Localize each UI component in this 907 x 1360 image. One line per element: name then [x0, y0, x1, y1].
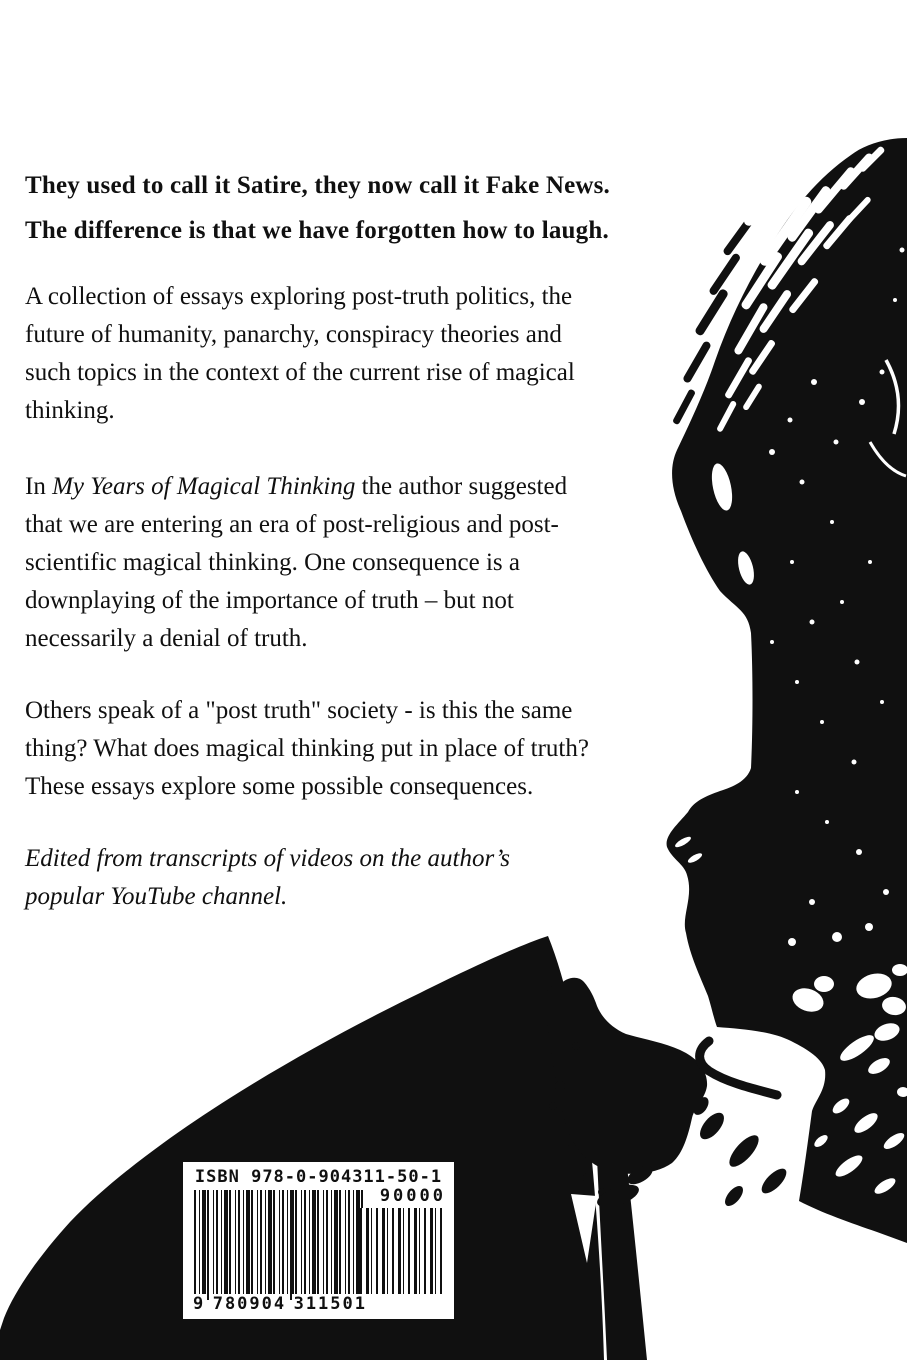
paragraph-line — [25, 468, 567, 506]
paragraph-line-text: the author suggested — [355, 473, 568, 500]
barcode-label — [183, 1162, 454, 1319]
paragraph-line-text: In — [25, 473, 53, 500]
blurb-paragraph-3 — [25, 692, 589, 806]
paragraph-line: necessarily a denial of truth. — [25, 625, 308, 652]
paragraph-line: future of humanity, panarchy, conspiracy theories and — [25, 321, 562, 348]
paragraph-line: downplaying of the importance of truth – but not — [25, 587, 514, 614]
paragraph-line: Edited from transcripts of videos on the author’s — [25, 845, 510, 872]
paragraph-line: that we are entering an era of post-religious and post- — [25, 511, 559, 538]
paragraph-line: thing? What does magical thinking put in place of truth? — [25, 735, 589, 762]
paragraph-line: such topics in the context of the current rise of magical — [25, 359, 575, 386]
barcode-digits — [191, 1294, 369, 1314]
headline-text — [25, 163, 610, 253]
blurb-paragraph-1 — [25, 278, 575, 430]
credit-note — [25, 840, 510, 916]
barcode-digit-group: 780904 — [212, 1294, 287, 1314]
isbn-text: ISBN 978-0-904311-50-1 — [194, 1167, 443, 1187]
blurb-paragraph-2 — [25, 468, 567, 658]
paragraph-line: Others speak of a "post truth" society - is this the same — [25, 697, 573, 724]
price-addon-code: 90000 — [379, 1186, 446, 1206]
paragraph-line: These essays explore some possible consequences. — [25, 773, 534, 800]
barcode-digit-group: 9 — [193, 1294, 206, 1314]
paragraph-line: scientific magical thinking. One consequence is a — [25, 549, 520, 576]
ean-barcode-bars — [194, 1190, 366, 1300]
barcode-digit-group: 311501 — [293, 1294, 367, 1314]
price-addon-bars — [360, 1208, 446, 1294]
headline-line: They used to call it Satire, they now call it Fake News. — [25, 172, 611, 199]
book-title-reference: My Years of Magical Thinking — [52, 473, 356, 500]
paragraph-line: popular YouTube channel. — [25, 883, 288, 910]
headline-line: The difference is that we have forgotten how to laugh. — [25, 217, 609, 244]
paragraph-line: A collection of essays exploring post-truth politics, the — [25, 283, 573, 310]
paragraph-line: thinking. — [25, 397, 115, 424]
